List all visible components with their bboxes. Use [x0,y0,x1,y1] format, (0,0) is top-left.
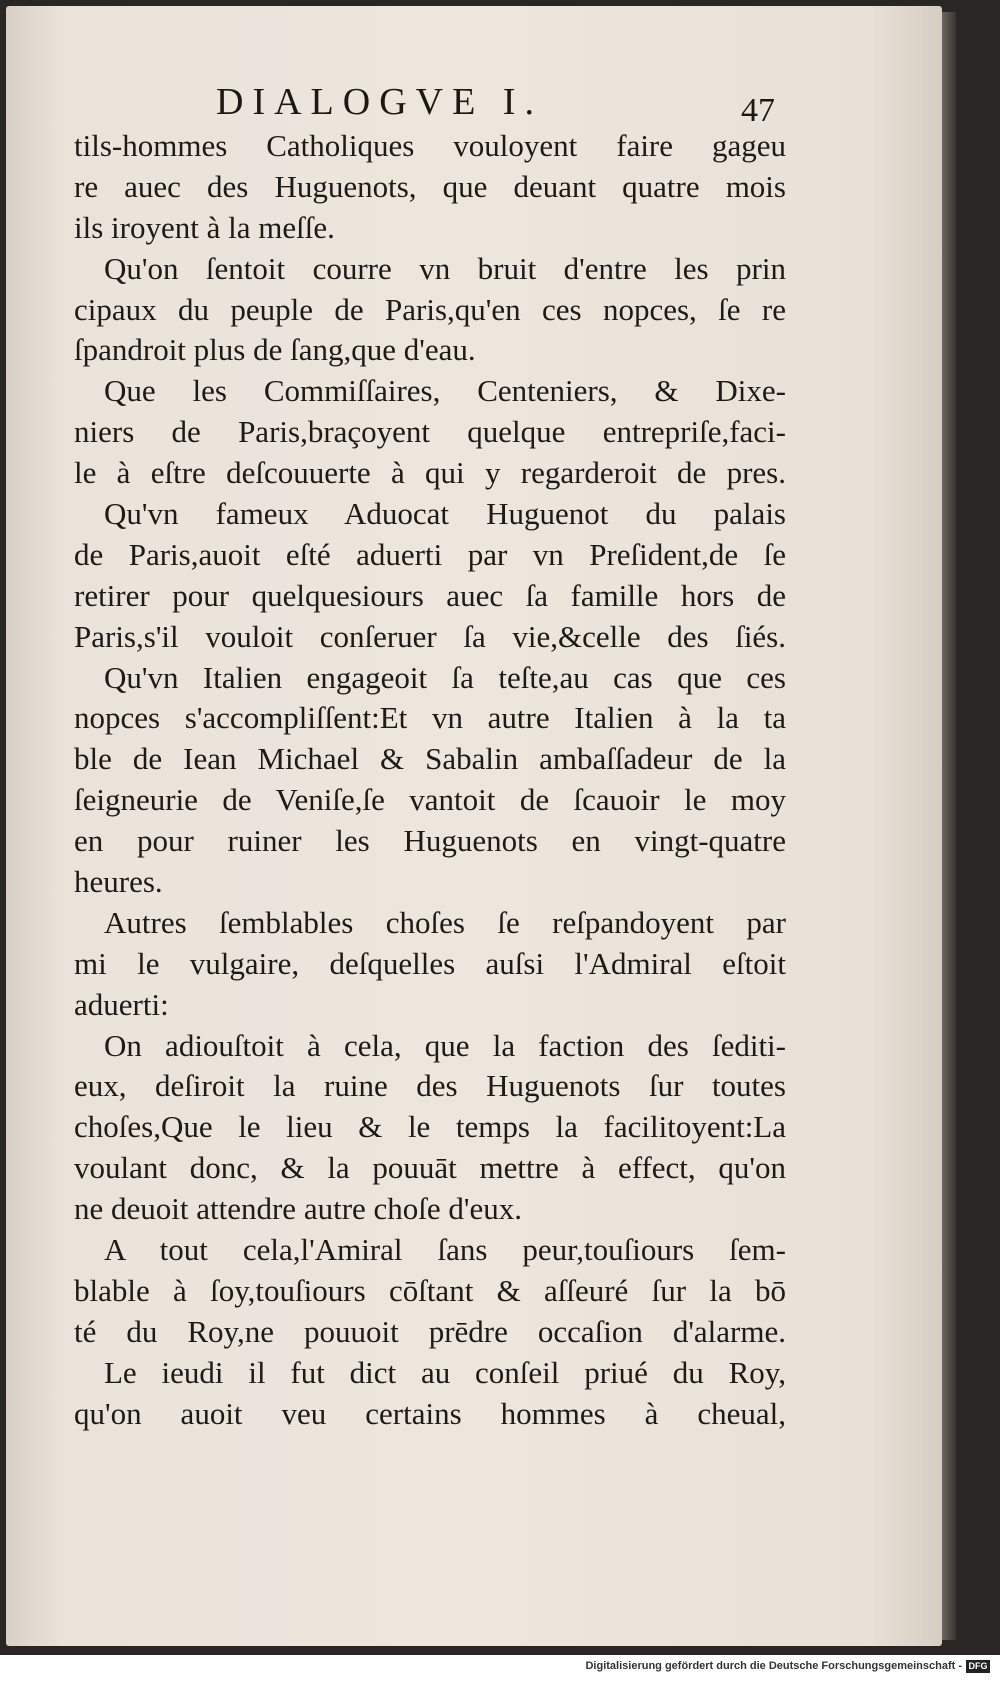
text-line: re auec des Huguenots, que deuant quatre mois [74,168,786,204]
text-line: On adiouſtoit à cela, que la faction des ſediti- [104,1027,786,1063]
text-line: Que les Commiſſaires, Centeniers, & Dixe- [104,373,786,409]
footer-bar [0,1655,1000,1681]
dfg-logo-icon: DFG [966,1660,990,1673]
text-line: mi le vulgaire, deſquelles auſsi l'Admiral eſtoit [74,945,786,981]
text-line: Paris,s'il vouloit conſeruer ſa vie,&celle des ſiés. [74,618,786,654]
text-line: Le ieudi il fut dict au conſeil priué du Roy, [104,1354,786,1390]
text-line: ils iroyent à la meſſe. [74,209,335,245]
text-line: blable à ſoy,touſiours cōſtant & aſſeuré ſur la bō [74,1272,786,1308]
text-line: choſes,Que le lieu & le temps la facilitoyent:La [74,1109,786,1145]
body-text [74,126,786,1435]
text-line: eux, deſiroit la ruine des Huguenots ſur toutes [74,1068,786,1104]
text-line: qu'on auoit veu certains hommes à cheual, [74,1395,786,1431]
text-line: aduerti: [74,986,169,1022]
text-line: A tout cela,l'Amiral ſans peur,touſiours ſem- [104,1232,786,1268]
running-head: DIALOGVE I. [216,81,543,123]
page-number: 47 [741,92,775,129]
text-line: Autres ſemblables choſes ſe reſpandoyent par [104,904,786,940]
text-line: cipaux du peuple de Paris,qu'en ces nopces, ſe re [74,291,786,327]
text-line: de Paris,auoit eſté aduerti par vn Preſident,de ſe [74,536,786,572]
footer-credit: Digitalisierung gefördert durch die Deutsche Forschungsgemeinschaft - [585,1660,962,1672]
text-line: ble de Iean Michael & Sabalin ambaſſadeur de la [74,741,786,777]
text-line: té du Roy,ne pouuoit prēdre occaſion d'alarme. [74,1313,786,1349]
text-line: ſpandroit plus de ſang,que d'eau. [74,332,476,368]
text-line: Qu'vn fameux Aduocat Huguenot du palais [104,496,786,532]
text-line: retirer pour quelquesiours auec ſa famille hors de [74,577,786,613]
book-page [6,6,942,1646]
page-edge-shadow [942,12,956,1640]
page-header [6,66,942,129]
text-line: tils-hommes Catholiques vouloyent faire gageu [74,128,786,163]
text-line: ne deuoit attendre autre choſe d'eux. [74,1191,523,1227]
text-line: en pour ruiner les Huguenots en vingt-quatre [74,823,786,859]
text-line: nopces s'accompliſſent:Et vn autre Italien à la ta [74,700,786,736]
text-line: ſeigneurie de Veniſe,ſe vantoit de ſcauoir le moy [74,782,786,818]
text-line: niers de Paris,braçoyent quelque entrepriſe,faci- [74,414,786,450]
text-line: le à eſtre deſcouuerte à qui y regarderoit de pres. [74,455,786,491]
text-line: Qu'vn Italien engageoit ſa teſte,au cas que ces [104,659,786,695]
text-line: voulant donc, & la pouuāt mettre à effect, qu'on [74,1150,786,1186]
text-line: heures. [74,864,163,900]
text-line: Qu'on ſentoit courre vn bruit d'entre les prin [104,250,786,286]
